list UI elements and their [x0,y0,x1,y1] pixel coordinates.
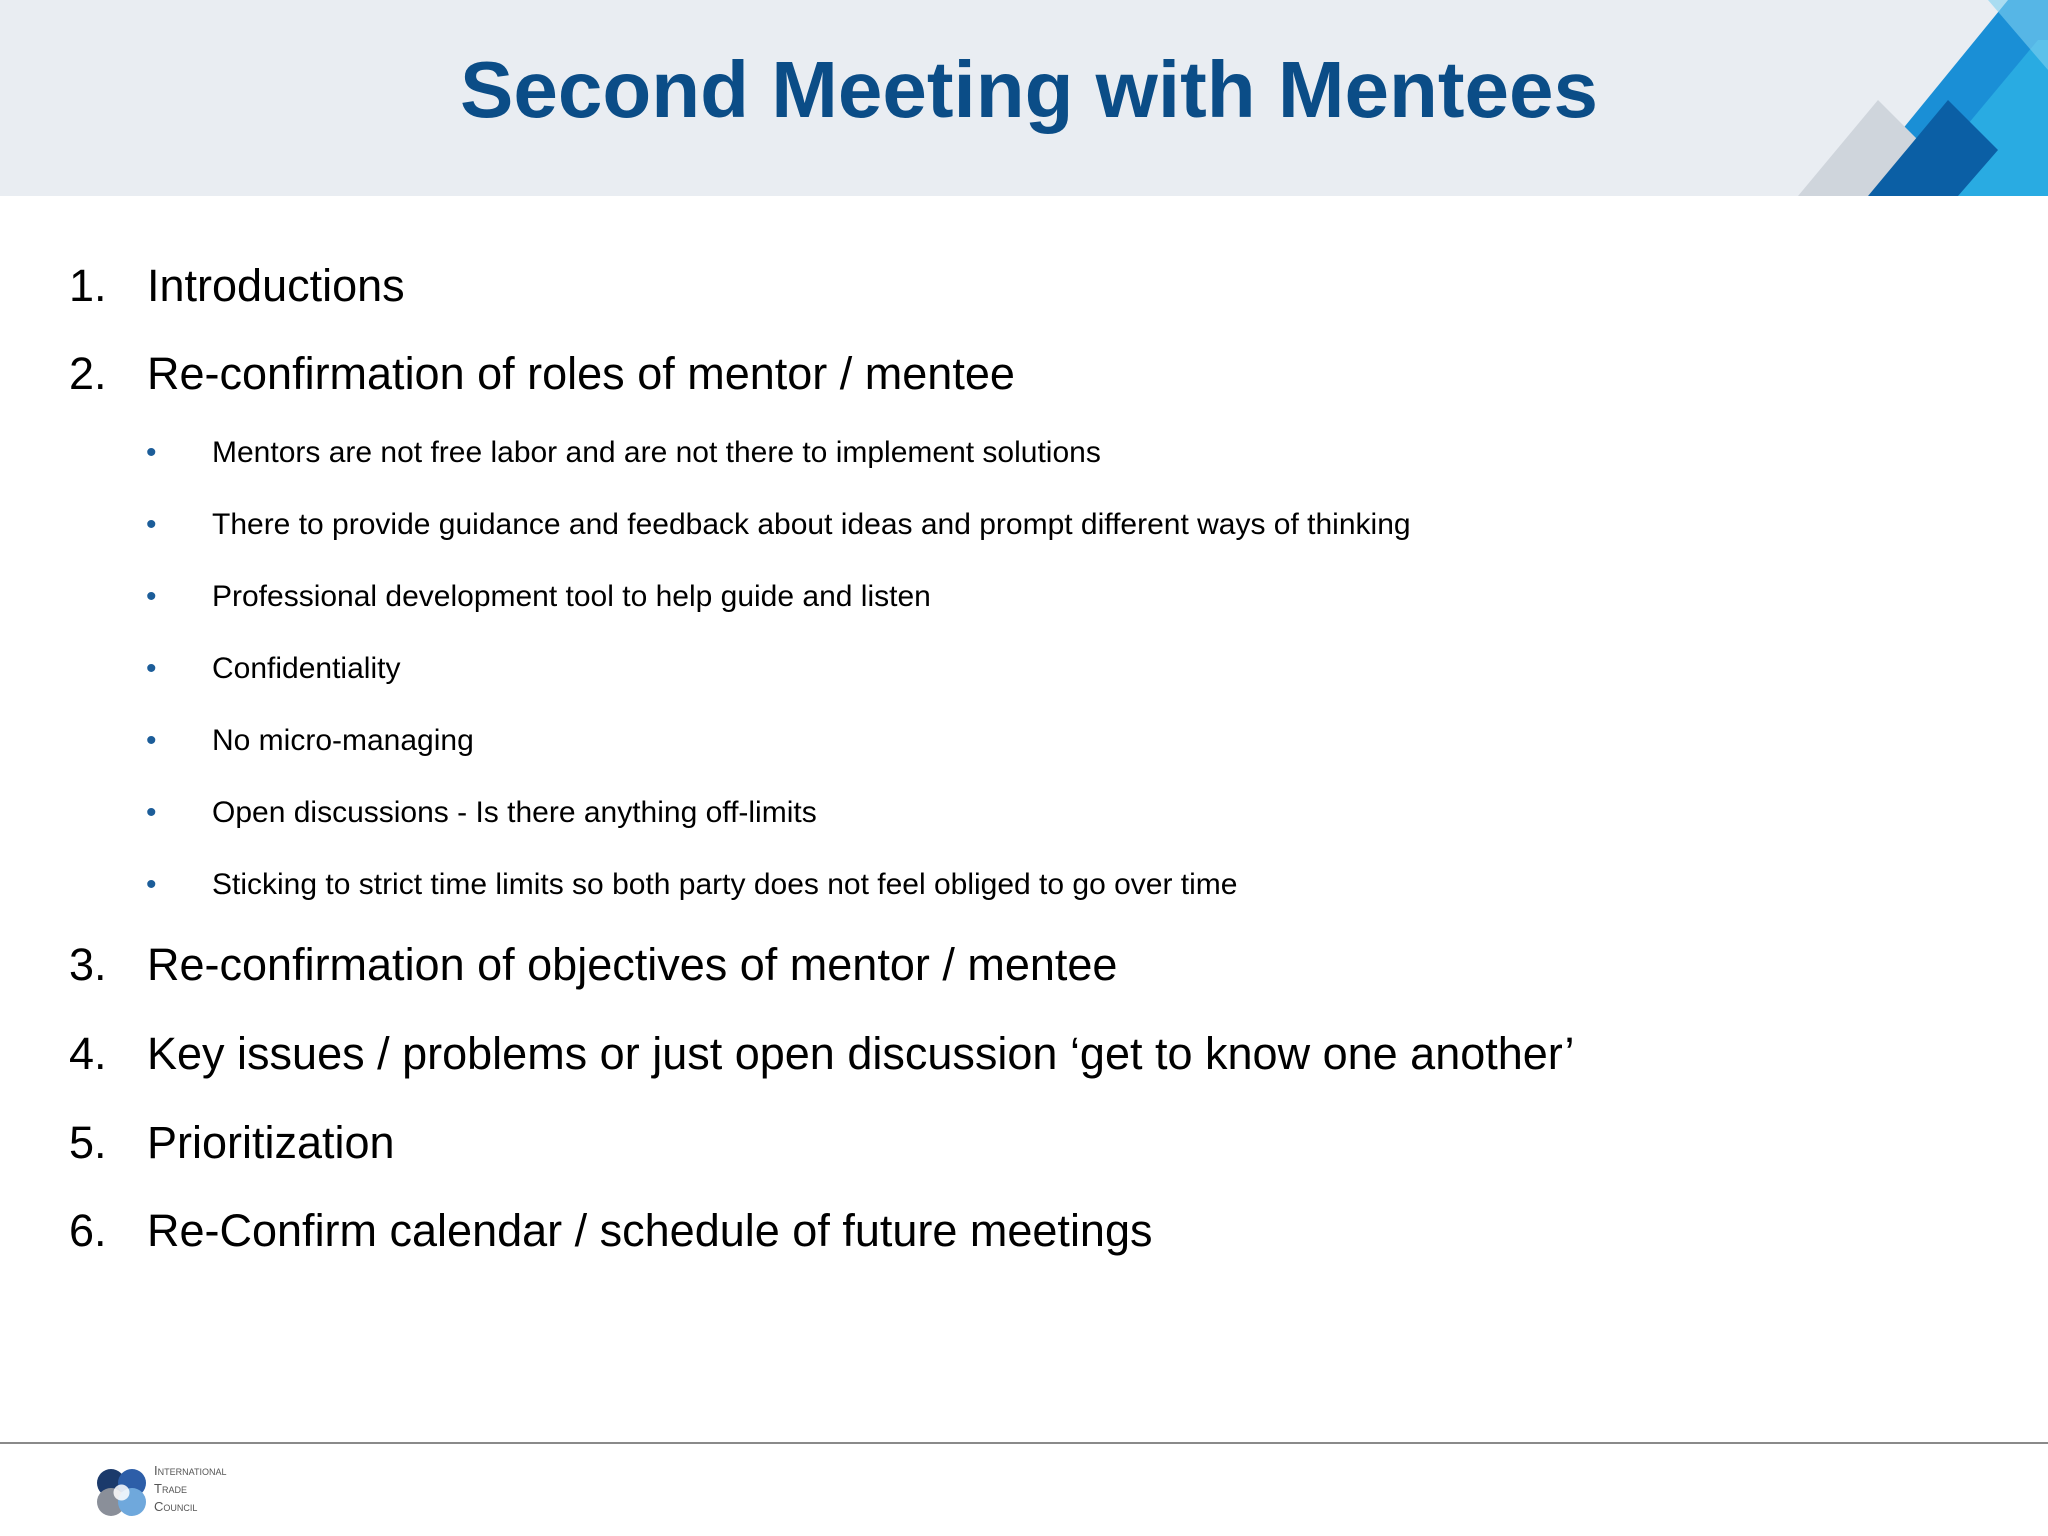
slide-title: Second Meeting with Mentees [460,45,1598,134]
itc-logo [94,1460,254,1522]
bullet-icon: • [146,652,157,685]
agenda-item-text: Introductions [147,260,405,311]
bullet-icon: • [146,436,157,469]
footer-divider [0,1442,2048,1444]
agenda-item-text: Re-Confirm calendar / schedule of future meetings [147,1205,1153,1256]
agenda-item-text: Re-confirmation of roles of mentor / mentee [147,348,1015,399]
logo-line: International [154,1463,227,1478]
bullet-icon: • [146,724,157,757]
roles-bullet-text: No micro-managing [212,724,474,757]
bullet-icon: • [146,580,157,613]
bullet-icon: • [146,868,157,901]
agenda-item-text: Key issues / problems or just open discussion ‘get to know one another’ [147,1028,1575,1079]
agenda-item-number: 2. [69,348,107,399]
roles-bullet-text: Sticking to strict time limits so both party does not feel obliged to go over time [212,868,1238,901]
logo-line: Trade [154,1481,187,1496]
agenda-item-text: Prioritization [147,1117,395,1168]
roles-bullet-text: Professional development tool to help guide and listen [212,580,931,613]
bullet-icon: • [146,508,157,541]
roles-bullet-text: There to provide guidance and feedback about ideas and prompt different ways of thinking [212,508,1411,541]
roles-bullet-text: Confidentiality [212,652,401,685]
logo-circles-icon [94,1464,150,1520]
agenda-item-number: 1. [69,260,107,311]
logo-line: Council [154,1499,198,1514]
agenda-item-number: 4. [69,1028,107,1079]
agenda-item-number: 3. [69,939,107,990]
bullet-icon: • [146,796,157,829]
roles-bullet-text: Open discussions - Is there anything off-limits [212,796,817,829]
roles-bullet-text: Mentors are not free labor and are not there to implement solutions [212,436,1101,469]
agenda-item-number: 6. [69,1205,107,1256]
logo-wordmark [154,1462,226,1516]
agenda-item-text: Re-confirmation of objectives of mentor / mentee [147,939,1118,990]
agenda-item-number: 5. [69,1117,107,1168]
